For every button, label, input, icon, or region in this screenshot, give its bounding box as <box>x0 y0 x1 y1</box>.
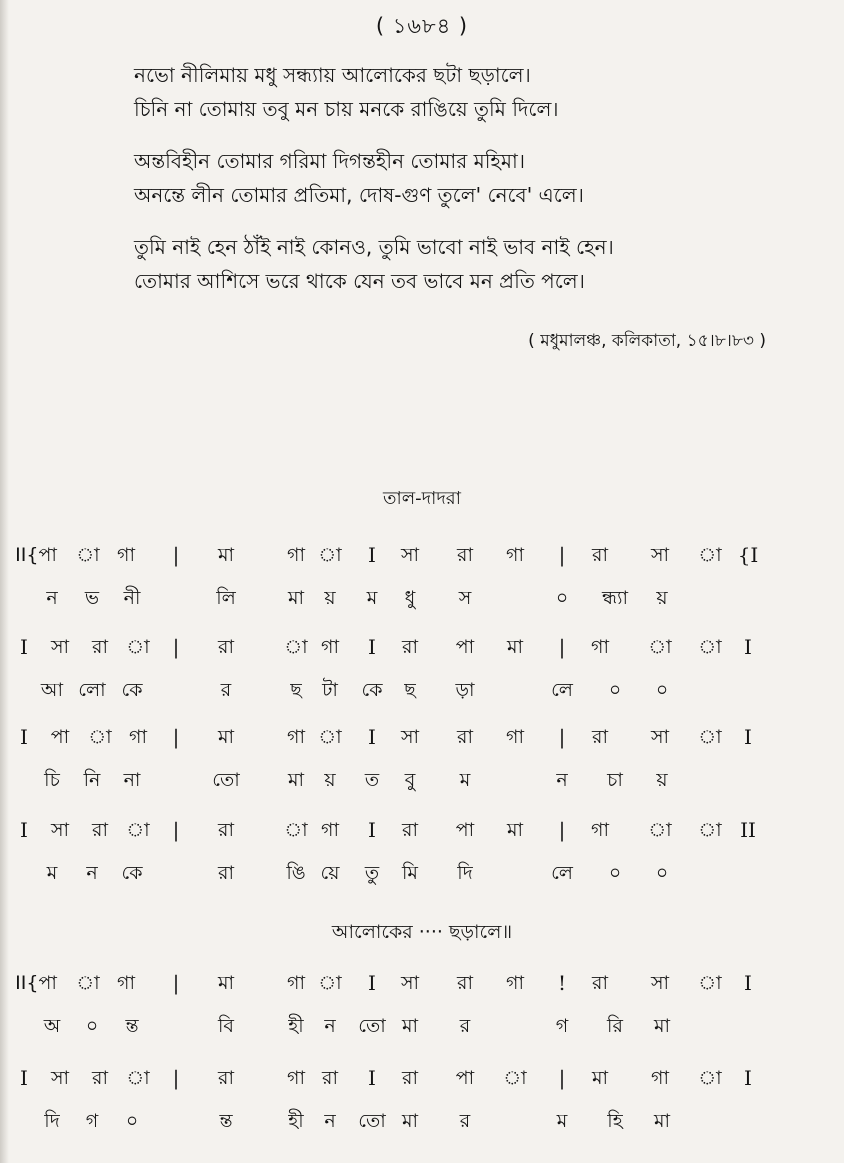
lyrics-line: চিনি না তোমায় তবু মন চায় মনকে রাঙিয়ে তুমি দিলে। <box>134 97 559 121</box>
swara-note: মা <box>217 972 235 994</box>
swara-note: া <box>126 1067 150 1089</box>
lyric-syllable: ০ <box>85 1015 99 1037</box>
swara-note: গা <box>321 636 339 658</box>
swara-note: রা <box>402 819 418 841</box>
syllable-row <box>0 1011 844 1045</box>
swara-note: গা <box>117 544 135 566</box>
song-lyrics <box>134 58 814 316</box>
lyric-syllable: তো <box>212 769 240 791</box>
lyric-syllable: বু <box>404 769 416 791</box>
lyric-syllable: ম <box>459 769 471 791</box>
bar-line: | <box>172 818 180 842</box>
bar-line: | <box>558 635 566 659</box>
lyric-syllable: ঙি <box>286 862 306 884</box>
lyrics-stanza-3 <box>134 230 814 298</box>
lyric-syllable: মা <box>401 1015 419 1037</box>
lyric-syllable: রি <box>607 1015 623 1037</box>
swara-note: া <box>698 819 722 841</box>
swara-note: সা <box>650 972 670 994</box>
swara-note: রা <box>92 1067 108 1089</box>
swara-note: মা <box>506 819 524 841</box>
bar-line: I <box>368 971 376 995</box>
swara-note: সা <box>400 972 420 994</box>
swara-note: রা <box>457 726 473 748</box>
source-note: ( মধুমালঞ্চ, কলিকাতা, ১৫।৮।৮৩ ) <box>528 331 766 351</box>
bar-line: | <box>172 1066 180 1090</box>
swara-note: া <box>698 972 722 994</box>
lyric-syllable: হী <box>288 1110 304 1132</box>
lyric-syllable: ছ <box>290 679 302 701</box>
swara-note: গা <box>287 972 305 994</box>
lyric-syllable: তু <box>364 862 380 884</box>
lyric-syllable: হি <box>607 1110 623 1132</box>
lyric-syllable: নি <box>83 769 101 791</box>
swara-note: গা <box>506 972 524 994</box>
lyrics-line: তোমার আশিসে ভরে থাকে যেন তব ভাবে মন প্রতি পলে। <box>134 269 585 293</box>
lyric-syllable: ন্ত <box>125 1015 139 1037</box>
lyric-syllable: য়ে <box>320 862 340 884</box>
lyric-syllable: কে <box>361 679 383 701</box>
swara-note: া <box>284 819 308 841</box>
swara-note: া <box>698 1067 722 1089</box>
swara-note: মা <box>591 1067 609 1089</box>
swara-note: রা <box>218 636 234 658</box>
bar-line: I <box>20 635 28 659</box>
lyric-syllable: অ <box>43 1015 61 1037</box>
lyric-syllable: না <box>123 769 141 791</box>
page-number: ( ১৬৮৪ ) <box>375 14 469 38</box>
bar-line: | <box>558 818 566 842</box>
lyrics-stanza-1 <box>134 58 814 126</box>
swara-note: গা <box>129 726 147 748</box>
lyric-syllable: লে <box>551 679 573 701</box>
bar-line: I <box>368 818 376 842</box>
lyric-syllable: ন <box>324 1015 336 1037</box>
swara-note: গা <box>287 1067 305 1089</box>
bar-line: | <box>558 1066 566 1090</box>
swara-note: গা <box>591 819 609 841</box>
swara-note: রা <box>92 636 108 658</box>
bar-line: ! <box>557 971 567 995</box>
lyric-syllable: মা <box>287 587 305 609</box>
lyric-syllable: দি <box>44 1110 60 1132</box>
lyrics-line: তুমি নাই হেন ঠাঁই নাই কোনও, তুমি ভাবো নাই ভাব নাই হেন। <box>134 235 614 259</box>
swara-note: সা <box>50 1067 70 1089</box>
swara-note: II{পা <box>15 972 57 994</box>
lyric-syllable: ম <box>556 1110 568 1132</box>
swara-row <box>0 540 844 574</box>
lyric-syllable: হী <box>288 1015 304 1037</box>
lyric-syllable: য় <box>324 769 336 791</box>
swara-note: গা <box>591 636 609 658</box>
lyric-syllable: মা <box>401 1110 419 1132</box>
swara-note: সা <box>650 544 670 566</box>
bar-line: I <box>368 1066 376 1090</box>
lyric-syllable: রা <box>218 862 234 884</box>
lyric-syllable: মা <box>287 769 305 791</box>
swara-note: গা <box>506 544 524 566</box>
swara-note: গা <box>287 726 305 748</box>
swara-note: া <box>126 819 150 841</box>
lyric-syllable: ন্ধ্যা <box>601 587 629 609</box>
swara-note: সা <box>400 726 420 748</box>
lyric-syllable: ন <box>324 1110 336 1132</box>
syllable-row <box>0 1106 844 1140</box>
swara-note: া <box>126 636 150 658</box>
swara-note: া <box>503 1067 527 1089</box>
bar-line: I <box>20 818 28 842</box>
lyric-syllable: ন্ত <box>219 1110 233 1132</box>
swara-note: রা <box>402 636 418 658</box>
bar-line: I <box>20 725 28 749</box>
swara-note: া <box>698 544 722 566</box>
swara-row <box>0 1063 844 1097</box>
swara-note: া <box>648 819 672 841</box>
lyric-syllable: লো <box>78 679 106 701</box>
swara-note: া <box>698 636 722 658</box>
lyrics-line: অনন্তে লীন তোমার প্রতিমা, দোষ-গুণ তুলে' নেবে' এলে। <box>134 183 584 207</box>
lyric-syllable: মি <box>402 862 418 884</box>
swara-note: গা <box>506 726 524 748</box>
lyric-syllable: ম <box>46 862 58 884</box>
swara-note: রা <box>592 726 608 748</box>
lyric-syllable: ছ <box>404 679 416 701</box>
swara-note: রা <box>457 972 473 994</box>
lyric-syllable: ০ <box>125 1110 139 1132</box>
swara-note: সা <box>650 726 670 748</box>
lyric-syllable: ০ <box>655 862 669 884</box>
bar-line: I <box>744 635 752 659</box>
swara-row <box>0 815 844 849</box>
swara-note: পা <box>455 1067 475 1089</box>
swara-note: II{পা <box>15 544 57 566</box>
syllable-row <box>0 765 844 799</box>
lyric-syllable: লে <box>551 862 573 884</box>
bar-line: I <box>744 971 752 995</box>
lyric-syllable: য় <box>656 769 668 791</box>
lyrics-line: অন্তবিহীন তোমার গরিমা দিগন্তহীন তোমার মহিমা। <box>134 149 525 173</box>
lyric-syllable: চা <box>607 769 623 791</box>
bar-line: | <box>558 725 566 749</box>
lyric-syllable: গ <box>555 1015 569 1037</box>
lyric-syllable: ম <box>366 587 378 609</box>
lyric-syllable: আ <box>40 679 64 701</box>
lyric-syllable: ০ <box>608 679 622 701</box>
bar-line: I <box>368 543 376 567</box>
swara-note: মা <box>506 636 524 658</box>
lyric-syllable: দি <box>457 862 473 884</box>
lyric-syllable: ০ <box>608 862 622 884</box>
bar-line: II <box>740 818 756 842</box>
lyric-syllable: তো <box>358 1015 386 1037</box>
lyric-syllable: র <box>459 1110 471 1132</box>
lyric-syllable: গ <box>85 1110 99 1132</box>
swara-note: া <box>284 636 308 658</box>
swara-note: রা <box>592 972 608 994</box>
swara-note: রা <box>322 1067 338 1089</box>
bar-line: I <box>744 1066 752 1090</box>
swara-note: া <box>698 726 722 748</box>
swara-note: রা <box>218 1067 234 1089</box>
lyrics-line: নভো নীলিমায় মধু সন্ধ্যায় আলোকের ছটা ছড়ালে। <box>134 63 531 87</box>
syllable-row <box>0 583 844 617</box>
lyric-syllable: ন <box>46 587 58 609</box>
bar-line: | <box>172 543 180 567</box>
lyric-syllable: য় <box>324 587 336 609</box>
syllable-row <box>0 675 844 709</box>
swara-note: া <box>76 544 100 566</box>
swara-row <box>0 722 844 756</box>
lyric-syllable: ০ <box>555 587 569 609</box>
swara-note: রা <box>218 819 234 841</box>
bar-line: I <box>368 725 376 749</box>
swara-note: গা <box>287 544 305 566</box>
lyric-syllable: নী <box>123 587 141 609</box>
lyric-syllable: ভ <box>84 587 100 609</box>
lyric-syllable: কে <box>121 679 143 701</box>
swara-note: া <box>76 972 100 994</box>
bar-line: | <box>172 725 180 749</box>
bar-line: | <box>558 543 566 567</box>
swara-note: রা <box>92 819 108 841</box>
swara-note: রা <box>592 544 608 566</box>
swara-note: পা <box>455 636 475 658</box>
lyric-syllable: লি <box>216 587 236 609</box>
lyric-syllable: তো <box>358 1110 386 1132</box>
swara-row <box>0 632 844 666</box>
lyric-syllable: র <box>220 679 232 701</box>
swara-note: গা <box>117 972 135 994</box>
syllable-row <box>0 858 844 892</box>
swara-note: রা <box>402 1067 418 1089</box>
swara-note: া <box>318 544 342 566</box>
bar-line: | <box>172 635 180 659</box>
swara-note: া <box>318 726 342 748</box>
lyric-syllable: বি <box>217 1015 235 1037</box>
lyric-syllable: স <box>458 587 472 609</box>
tala-heading: তাল-দাদরা <box>383 488 461 509</box>
lyric-syllable: টা <box>322 679 338 701</box>
lyric-syllable: মা <box>653 1110 671 1132</box>
bar-line: | <box>172 971 180 995</box>
lyric-syllable: য় <box>656 587 668 609</box>
lyric-syllable: ০ <box>655 679 669 701</box>
interlude-line: আলোকের ···· ছড়ালে॥ <box>331 921 513 943</box>
swara-note: গা <box>321 819 339 841</box>
lyric-syllable: মা <box>653 1015 671 1037</box>
swara-note: মা <box>217 544 235 566</box>
swara-note: মা <box>217 726 235 748</box>
lyric-syllable: ন <box>86 862 98 884</box>
bar-line: I <box>744 725 752 749</box>
bar-line: I <box>20 1066 28 1090</box>
lyric-syllable: র <box>459 1015 471 1037</box>
lyric-syllable: ধু <box>404 587 416 609</box>
swara-note: সা <box>50 819 70 841</box>
swara-note: সা <box>50 636 70 658</box>
swara-note: পা <box>455 819 475 841</box>
lyrics-stanza-2 <box>134 144 814 212</box>
swara-note: া <box>318 972 342 994</box>
bar-line: I <box>368 635 376 659</box>
swara-note: া <box>648 636 672 658</box>
swara-note: গা <box>651 1067 669 1089</box>
bar-line: {I <box>737 543 759 567</box>
lyric-syllable: ন <box>556 769 568 791</box>
lyric-syllable: চি <box>44 769 60 791</box>
swara-note: সা <box>400 544 420 566</box>
lyric-syllable: কে <box>121 862 143 884</box>
swara-note: পা <box>50 726 70 748</box>
lyric-syllable: ত <box>364 769 380 791</box>
swara-note: া <box>88 726 112 748</box>
swara-row <box>0 968 844 1002</box>
swara-note: রা <box>457 544 473 566</box>
lyric-syllable: ড়া <box>455 679 475 701</box>
